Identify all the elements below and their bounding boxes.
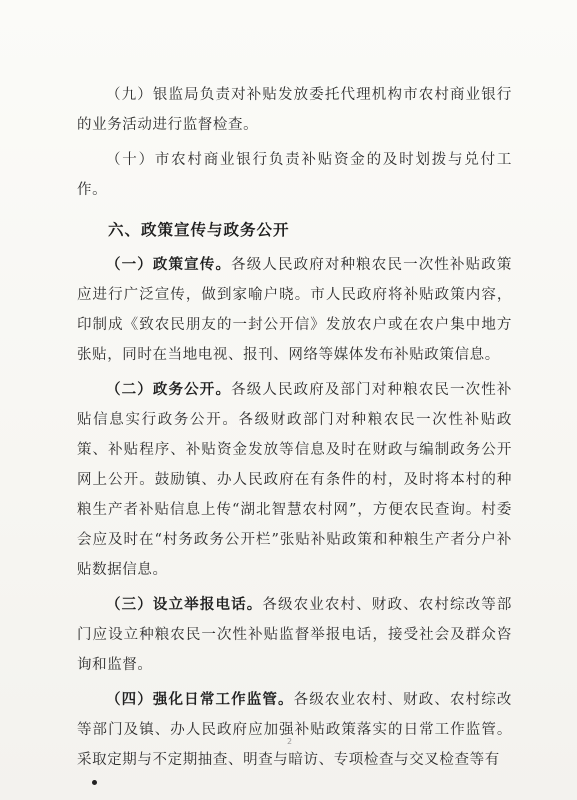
document-body [77,80,512,775]
paragraph-text: 各级人民政府对种粮农民一次性补贴政策应进行广泛宣传，做到家喻户晓。市人民政府将补贴政策内容，印制成《致农民朋友的一封公开信》发放农户或在农户集中地方张贴，同时在当地电视、报刊、网络等媒体发布补贴政策信息。 [77,257,512,363]
page-number: 2 [287,737,293,746]
paragraph-item-9 [77,80,512,140]
paragraph-text: 各级农业农村、财政、农村综改等部门应设立种粮农民一次性补贴监督举报电话，接受社会及群众咨询和监督。 [77,597,512,673]
section-heading: 六、政策宣传与政务公开 [108,221,290,239]
paragraph-report-hotline [77,590,512,680]
paragraph-item-10 [77,145,512,205]
paragraph-lead: （四）强化日常工作监管。 [106,692,294,708]
paragraph-text: 各级农业农村、财政、农村综改等部门及镇、办人民政府应加强补贴政策落实的日常工作监管。采取定期与不定期抽查、明查与暗访、专项检查与交叉检查等有 [77,692,513,768]
paragraph-lead: （二）政务公开。 [106,382,232,398]
paragraph-lead: （一）政策宣传。 [106,257,232,273]
paragraph-government-affairs [77,375,512,585]
paragraph-policy-publicity [77,250,512,370]
paragraph-text: （十）市农村商业银行负责补贴资金的及时划拨与兑付工作。 [77,152,512,198]
paragraph-lead: （三）设立举报电话。 [106,597,263,613]
paragraph-daily-supervision [77,685,512,775]
paragraph-text: （九）银监局负责对补贴发放委托代理机构市农村商业银行的业务活动进行监督检查。 [77,87,512,133]
paragraph-text: 各级人民政府及部门对种粮农民一次性补贴信息实行政务公开。各级财政部门对种粮农民一次性补贴政策、补贴程序、补贴资金发放等信息及时在财政与编制政务公开网上公开。鼓励镇、办人民政府在有条件的村，及时将本村的种粮生产者补贴信息上传“湖北智慧农村网”，方便农民查询。村委会应及时在“村务政务公开栏”张贴补贴政策和种粮生产者分户补贴数据信息。 [77,382,512,578]
scan-dot [92,780,97,785]
